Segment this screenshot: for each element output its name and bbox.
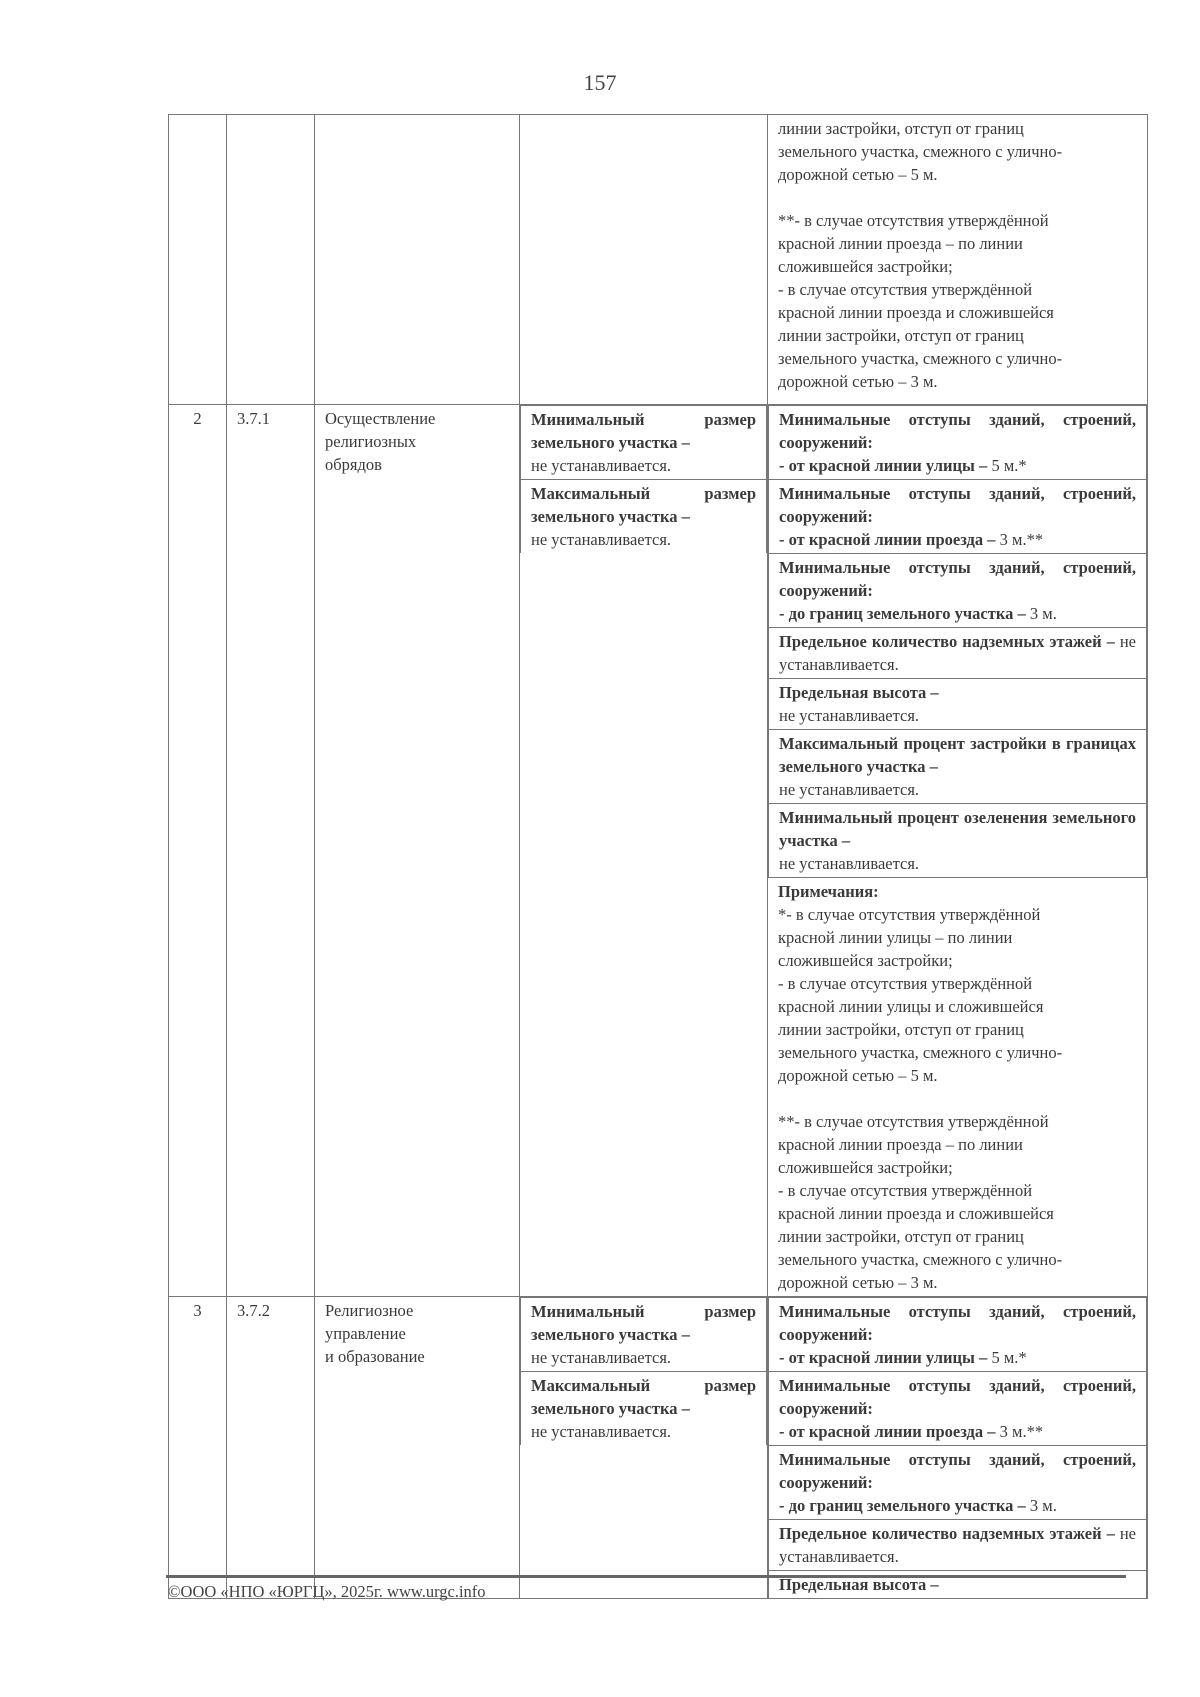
page-number: 157 — [583, 70, 617, 95]
table-row — [169, 115, 1148, 405]
text-line: дорожной сетью – 3 м. — [778, 372, 938, 391]
parameter-cell: Предельная высота – — [769, 1571, 1147, 1599]
parameter-cell: Минимальные отступы зданий, строений, сооружений: - до границ земельного участка – 3 м. — [769, 554, 1147, 628]
text-line: красной линии проезда – по линии — [778, 1135, 1023, 1154]
parameter-cell: Предельная высота – не устанавливается. — [769, 679, 1147, 730]
notes: Примечания: *- в случае отсутствия утверждённой красной линии улицы – по линии сложившейся застройки; - в случае отсутствия утверждённой красной линии улицы и сложившейся линии застройки, отступ от границ земельного участка, смежного с улично- дорожной сетью – 5 м. **- в случае отсутствия утверждённой красной линии проезда – по линии сложившейся застройки; - в случае отсутствия утверждённой красной линии проезда и сложившейся линии застройки, отступ от границ земельного участка, смежного с улично- дорожной сетью – 3 м. — [768, 877, 1147, 1296]
text-line: дорожной сетью – 5 м. — [778, 1066, 938, 1085]
text-line: *- в случае отсутствия утверждённой — [778, 905, 1041, 924]
text-line: Религиозное — [325, 1301, 414, 1320]
text-line: земельного участка, смежного с улично- — [778, 142, 1063, 161]
text-line: и образование — [325, 1347, 425, 1366]
text-line: сложившейся застройки; — [778, 1158, 953, 1177]
text-line: - в случае отсутствия утверждённой — [778, 1181, 1033, 1200]
text-line: **- в случае отсутствия утверждённой — [778, 211, 1049, 230]
parameter-cell: Предельное количество надземных этажей – не устанавливается. — [769, 628, 1147, 679]
parameter-cell: Минимальные отступы зданий, строений, сооружений: - от красной линии улицы – 5 м.* — [769, 1298, 1147, 1372]
text-line: красной линии проезда – по линии — [778, 234, 1023, 253]
parameter-cell: Минимальные отступы зданий, строений, сооружений: - от красной линии улицы – 5 м.* — [769, 406, 1147, 480]
row-use-name — [315, 1297, 520, 1599]
row-number: 3 — [169, 1297, 227, 1599]
plot-size-cell — [520, 1297, 768, 1599]
text-line: - в случае отсутствия утверждённой — [778, 280, 1033, 299]
continued-notes — [768, 115, 1148, 405]
row-number: 2 — [169, 405, 227, 1297]
min-plot-size: Минимальный размер земельного участка – не устанавливается. — [521, 1298, 767, 1372]
footer-copyright: ©ООО «НПО «ЮРГЦ», 2025г. www.urgc.info — [168, 1582, 486, 1601]
text-line: **- в случае отсутствия утверждённой — [778, 1112, 1049, 1131]
parameter-cell: Минимальные отступы зданий, строений, сооружений: - от красной линии проезда – 3 м.** — [769, 480, 1147, 554]
text-line: красной линии проезда и сложившейся — [778, 303, 1054, 322]
text-line: обрядов — [325, 455, 382, 474]
parameter-cell: Минимальные отступы зданий, строений, сооружений: - до границ земельного участка – 3 м. — [769, 1446, 1147, 1520]
text-line: линии застройки, отступ от границ — [778, 1020, 1024, 1039]
text-line: линии застройки, отступ от границ — [778, 1227, 1024, 1246]
regulations-table — [168, 114, 1148, 1599]
row-use-name — [315, 405, 520, 1297]
plot-size-cell — [520, 405, 768, 1297]
max-plot-size: Максимальный размер земельного участка – не устанавливается. — [521, 480, 767, 554]
text-line: земельного участка, смежного с улично- — [778, 349, 1063, 368]
text-line: дорожной сетью – 3 м. — [778, 1273, 938, 1292]
text-line: красной линии улицы – по линии — [778, 928, 1013, 947]
row-code: 3.7.1 — [227, 405, 315, 1297]
table-row — [169, 1297, 1148, 1599]
parameter-cell: Минимальный процент озеленения земельного участка – не устанавливается. — [769, 804, 1147, 878]
text-line: дорожной сетью – 5 м. — [778, 165, 938, 184]
parameter-cell: Предельное количество надземных этажей – не устанавливается. — [769, 1520, 1147, 1571]
row-code: 3.7.2 — [227, 1297, 315, 1599]
text-line: линии застройки, отступ от границ — [778, 326, 1024, 345]
text-line: земельного участка, смежного с улично- — [778, 1043, 1063, 1062]
max-plot-size: Максимальный размер земельного участка – не устанавливается. — [521, 1372, 767, 1446]
text-line: линии застройки, отступ от границ — [778, 119, 1024, 138]
params-cell — [768, 405, 1148, 1297]
text-line: - в случае отсутствия утверждённой — [778, 974, 1033, 993]
parameter-cell: Максимальный процент застройки в границах земельного участка – не устанавливается. — [769, 730, 1147, 804]
text-line: Осуществление — [325, 409, 436, 428]
parameter-cell: Минимальные отступы зданий, строений, сооружений: - от красной линии проезда – 3 м.** — [769, 1372, 1147, 1446]
min-plot-size: Минимальный размер земельного участка – не устанавливается. — [521, 406, 767, 480]
table-row — [169, 405, 1148, 1297]
text-line: управление — [325, 1324, 406, 1343]
footer-rule — [166, 1575, 1126, 1578]
params-cell — [768, 1297, 1148, 1599]
text-line: сложившейся застройки; — [778, 951, 953, 970]
text-line: красной линии проезда и сложившейся — [778, 1204, 1054, 1223]
text-line: земельного участка, смежного с улично- — [778, 1250, 1063, 1269]
text-line: религиозных — [325, 432, 417, 451]
text-line: сложившейся застройки; — [778, 257, 953, 276]
text-line: красной линии улицы и сложившейся — [778, 997, 1044, 1016]
